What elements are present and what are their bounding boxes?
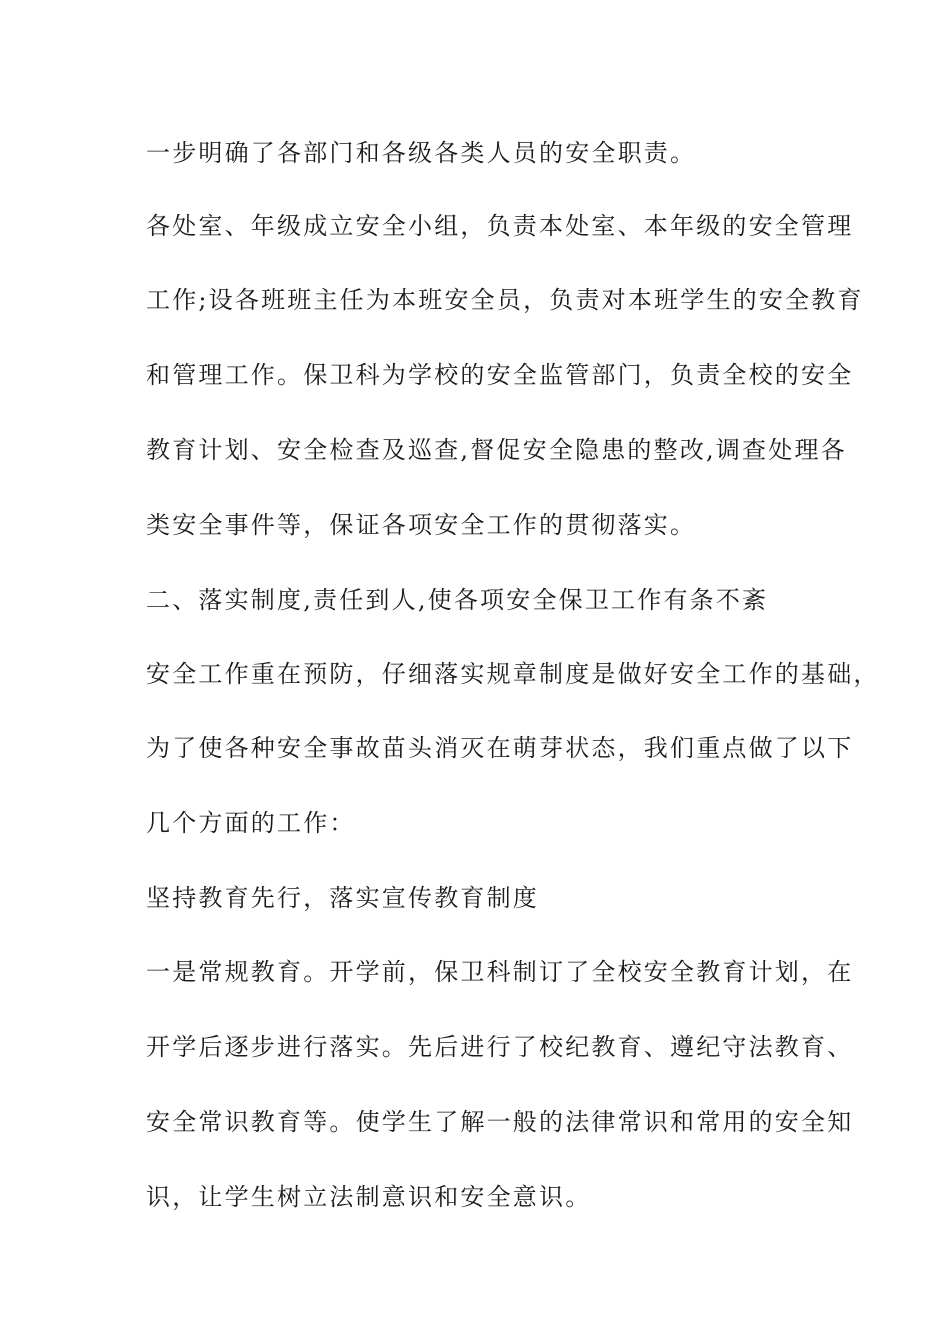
paragraph-line: 类安全事件等，保证各项安全工作的贯彻落实。: [146, 511, 697, 539]
paragraph-line: 教育计划、安全检查及巡查,督促安全隐患的整改,调查处理各: [146, 436, 847, 464]
paragraph-line: 一是常规教育。开学前，保卫科制订了全校安全教育计划，在: [146, 958, 854, 986]
subsection-heading: 坚持教育先行，落实宣传教育制度: [146, 884, 539, 912]
paragraph-line: 开学后逐步进行落实。先后进行了校纪教育、遵纪守法教育、: [146, 1033, 854, 1061]
paragraph-line: 安全工作重在预防，仔细落实规章制度是做好安全工作的基础，: [146, 660, 880, 688]
section-heading: 二、落实制度,责任到人,使各项安全保卫工作有条不紊: [146, 586, 769, 614]
paragraph-line: 工作;设各班班主任为本班安全员，负责对本班学生的安全教育: [146, 286, 864, 314]
paragraph-line: 一步明确了各部门和各级各类人员的安全职责。: [146, 139, 697, 167]
paragraph-line: 为了使各种安全事故苗头消灭在萌芽状态，我们重点做了以下: [146, 734, 854, 762]
paragraph-line: 安全常识教育等。使学生了解一般的法律常识和常用的安全知: [146, 1108, 854, 1136]
paragraph-line: 几个方面的工作：: [146, 809, 356, 837]
paragraph-line: 识，让学生树立法制意识和安全意识。: [146, 1183, 592, 1211]
paragraph-line: 各处室、年级成立安全小组，负责本处室、本年级的安全管理: [146, 212, 854, 240]
paragraph-line: 和管理工作。保卫科为学校的安全监管部门，负责全校的安全: [146, 361, 854, 389]
